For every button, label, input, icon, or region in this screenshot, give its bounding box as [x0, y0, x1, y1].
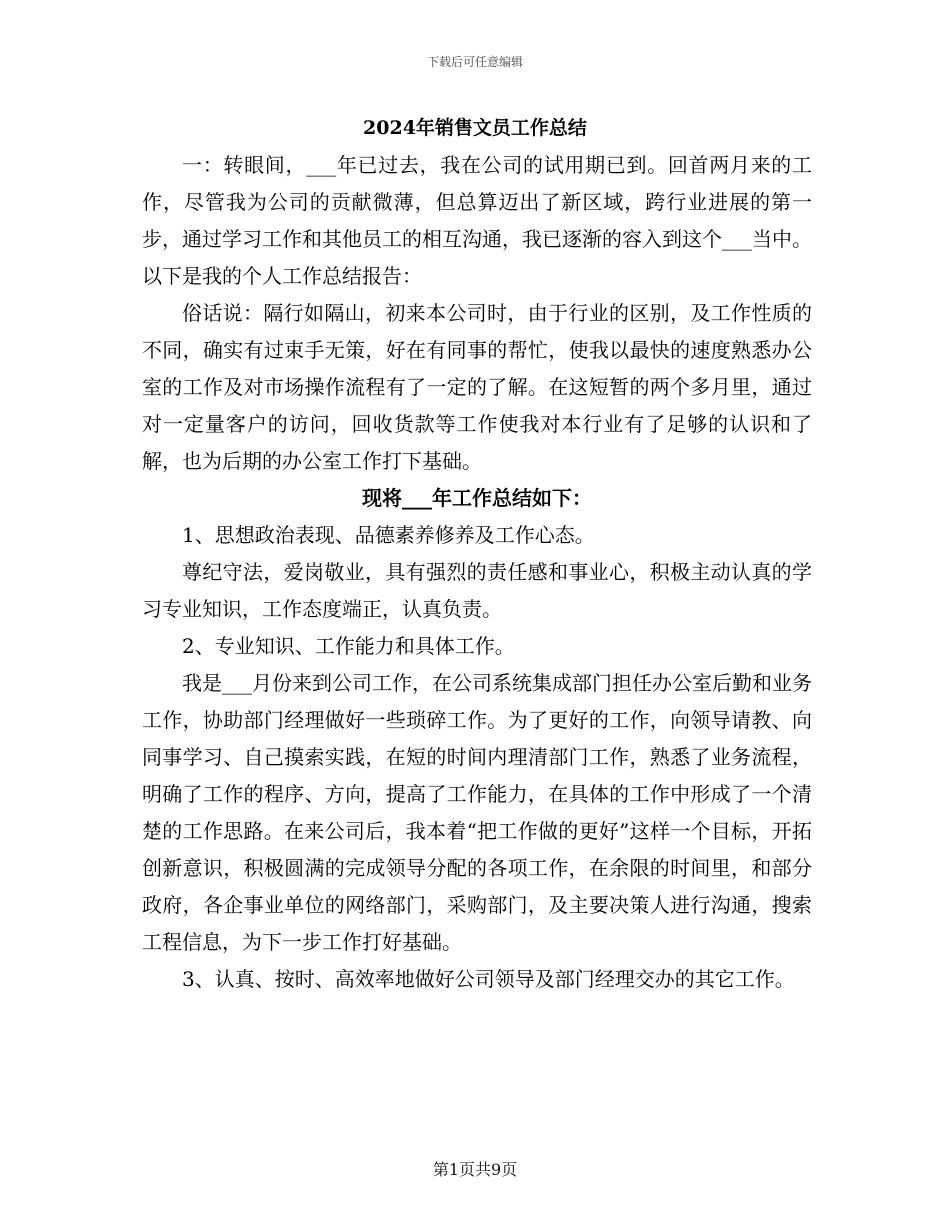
header-note: 下载后可任意编辑: [426, 55, 523, 69]
paragraph-intro: 一：转眼间，___年已过去，我在公司的试用期已到。回首两月来的工作，尽管我为公司的贡献微薄，但总算迈出了新区域，跨行业进展的第一步，通过学习工作和其他员工的相互沟通，我已逐渐的容入到这个___当中。以下是我的个人工作总结报告：: [142, 153, 812, 288]
item-1-heading: 1、思想政治表现、品德素养修养及工作心态。: [182, 523, 595, 547]
item-2-body: 我是___月份来到公司工作，在公司系统集成部门担任办公室后勤和业务工作，协助部门经理做好一些琐碎工作。为了更好的工作，向领导请教、向同事学习、自己摸索实践，在短的时间内理清部门工作，熟悉了业务流程，明确了工作的程序、方向，提高了工作能力，在具体的工作中形成了一个清楚的工作思路。在来公司后，我本着“把工作做的更好”这样一个目标，开拓创新意识，积极圆满的完成领导分配的各项工作，在余限的时间里，和部分政府，各企事业单位的网络部门，采购部门，及主要决策人进行沟通，搜索工程信息，为下一步工作打好基础。: [142, 671, 812, 954]
paragraph-proverb: 俗话说：隔行如隔山，初来本公司时，由于行业的区别，及工作性质的不同，确实有过束手无策，好在有同事的帮忙，使我以最快的速度熟悉办公室的工作及对市场操作流程有了一定的了解。在这短暂的两个多月里，通过对一定量客户的访问，回收货款等工作使我对本行业有了足够的认识和了解，也为后期的办公室工作打下基础。: [142, 301, 812, 473]
page-title: 2024年销售文员工作总结: [363, 117, 587, 139]
item-1-body: 尊纪守法，爱岗敬业，具有强烈的责任感和事业心，积极主动认真的学习专业知识，工作态度端正，认真负责。: [142, 560, 812, 621]
item-2-heading: 2、专业知识、工作能力和具体工作。: [182, 634, 515, 658]
document-body: [142, 147, 812, 998]
item-3-heading: 3、认真、按时、高效率地做好公司领导及部门经理交办的其它工作。: [182, 967, 795, 991]
page-number: 第1页共9页: [432, 1160, 518, 1179]
section-heading: 现将___年工作总结如下：: [362, 486, 592, 510]
